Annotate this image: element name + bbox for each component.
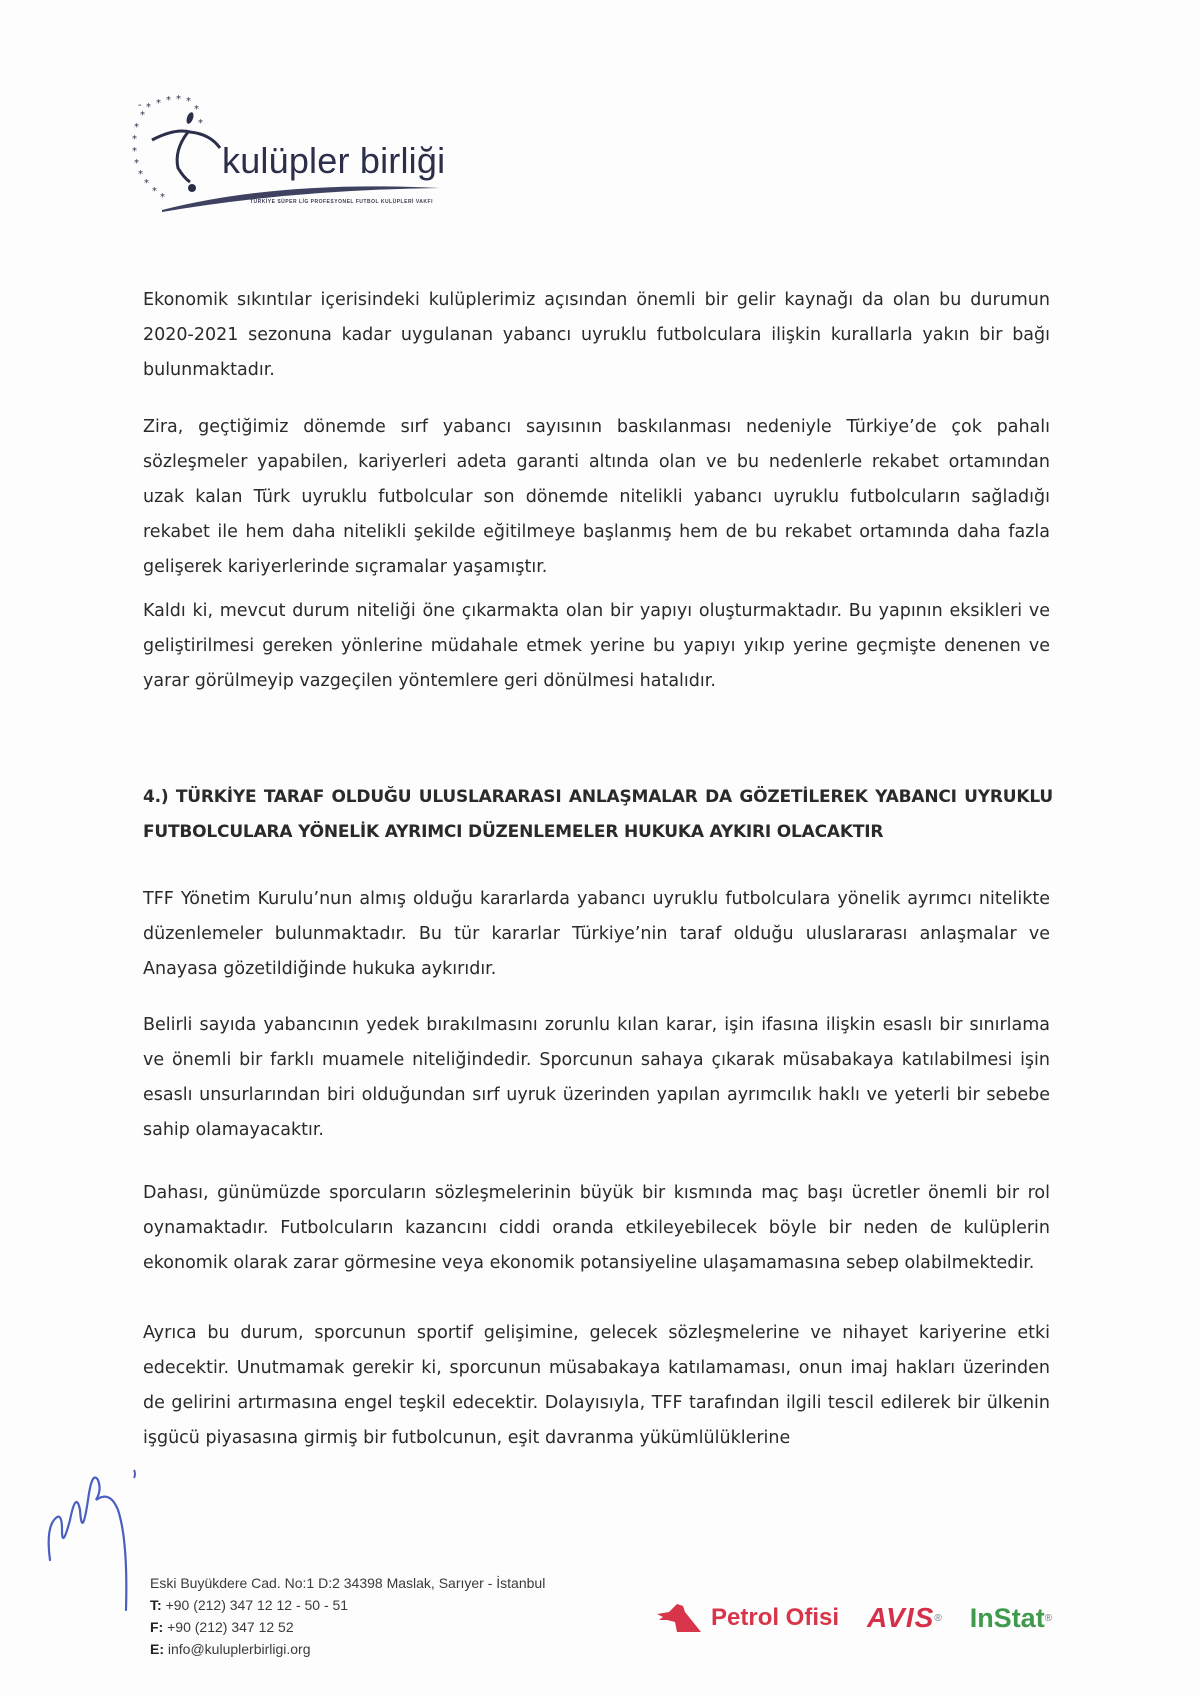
footer-phone: [150, 1594, 545, 1616]
svg-text:*: *: [140, 110, 145, 121]
fax-label: F:: [150, 1619, 164, 1635]
paragraph-1: [143, 283, 1050, 388]
registered-mark: ®: [934, 1612, 942, 1624]
paragraph-2: [143, 410, 1050, 585]
fax-number: +90 (212) 347 12 52: [167, 1619, 294, 1635]
svg-text:*: *: [166, 95, 171, 106]
svg-text:*: *: [152, 186, 157, 197]
paragraph-text: Ekonomik sıkıntılar içerisindeki kulüplerimiz açısından önemli bir gelir kaynağı da olan bu durumun 2020-2021 sezonuna kadar uygulanan yabancı uyruklu futbolculara ilişkin kurallarla yakın bir bağı bulunmaktadır.: [143, 290, 1050, 380]
avis-text: AVIS: [867, 1602, 935, 1633]
section-heading: 4.) TÜRKİYE TARAF OLDUĞU ULUSLARARASI ANLAŞMALAR DA GÖZETİLEREK YABANCI UYRUKLU FUTBOLCULARA YÖNELİK AYRIMCI DÜZENLEMELER HUKUKA AYKIRI OLACAKTIR: [143, 787, 1053, 842]
svg-text:*: *: [132, 146, 137, 157]
phone-label: T:: [150, 1597, 162, 1613]
petrol-ofisi-dog-icon: [655, 1602, 705, 1634]
section-paragraph-3: [143, 1176, 1050, 1281]
svg-text:*: *: [194, 104, 199, 115]
section-paragraph-2: [143, 1008, 1050, 1148]
paragraph-text: Belirli sayıda yabancının yedek bırakılmasını zorunlu kılan karar, işin ifasına ilişkin esaslı bir sınırlama ve önemli bir farklı muamele niteliğindedir. Sporcunun sahaya çıkarak müsabakaya katılabilmesi işin esaslı unsurlarından biri olduğundan sırf uyruk üzerinden yapılan ayrımcılık haklı ve yeterli bir sebebe sahip olamayacaktır.: [143, 1015, 1050, 1140]
svg-text:*: *: [144, 178, 149, 189]
paragraph-text: Kaldı ki, mevcut durum niteliği öne çıkarmakta olan bir yapıyı oluşturmaktadır. Bu yapının eksikleri ve geliştirilmesi gereken yönlerine müdahale etmek yerine bu yapıyı yıkıp yerine geçmişte denenen ve yarar görülmeyip vazgeçilen yöntemlere geri dönülmesi hatalıdır.: [143, 601, 1050, 691]
svg-text:-: -: [138, 100, 142, 111]
svg-text:*: *: [138, 169, 143, 180]
svg-text:*: *: [134, 122, 139, 133]
section-paragraph-1: [143, 882, 1050, 987]
svg-text:*: *: [156, 98, 161, 109]
paragraph-text: Dahası, günümüzde sporcuların sözleşmelerinin büyük bir kısmında maç başı ücretler önemli bir rol oynamaktadır. Futbolcuların kazancını ciddi oranda etkileyebilecek böyle bir neden de kulüplerin ekonomik olarak zarar görmesine veya ekonomik potansiyeline ulaşamamasına sebep olabilmektedir.: [143, 1183, 1050, 1273]
footer-address: Eski Buyükdere Cad. No:1 D:2 34398 Maslak, Sarıyer - İstanbul: [150, 1575, 546, 1591]
svg-text:*: *: [160, 192, 165, 203]
registered-mark: ®: [1044, 1612, 1053, 1624]
handwritten-signature: [40, 1450, 160, 1615]
paragraph-text: Ayrıca bu durum, sporcunun sportif gelişimine, gelecek sözleşmelerine ve nihayet kariyerine etki edecektir. Unutmamak gerekir ki, sporcunun müsabakaya katılamaması, onun imaj hakları üzerinden de gelirini artırmasına engel teşkil edecektir. Dolayısıyla, TFF tarafından ilgili tescil edilerek bir ülkenin işgücü piyasasına girmiş bir futbolcunun, eşit davranma yükümlülüklerine: [143, 1323, 1050, 1448]
instat-text: InStat: [969, 1602, 1045, 1633]
signature-icon: [40, 1450, 160, 1610]
footer-email: [150, 1638, 545, 1660]
footer-fax: [150, 1616, 545, 1638]
petrol-ofisi-text: Petrol Ofisi: [711, 1604, 840, 1631]
svg-text:*: *: [198, 118, 203, 129]
instat-logo: [970, 1603, 1052, 1634]
svg-text:*: *: [186, 96, 191, 107]
phone-number: +90 (212) 347 12 12 - 50 - 51: [165, 1597, 349, 1613]
email-address: info@kuluplerbirligi.org: [167, 1641, 311, 1657]
paragraph-text: TFF Yönetim Kurulu’nun almış olduğu kararlarda yabancı uyruklu futbolculara yönelik ayrımcı nitelikte düzenlemeler bulunmaktadır. Bu tür kararlar Türkiye’nin taraf olduğu uluslararası anlaşmalar ve Anayasa gözetildiğinde hukuka aykırıdır.: [143, 889, 1050, 979]
paragraph-3: [143, 594, 1050, 699]
svg-text:*: *: [132, 134, 137, 145]
kulupler-birligi-logo: [130, 94, 450, 220]
avis-logo: [867, 1602, 942, 1634]
svg-text:*: *: [146, 102, 151, 113]
petrol-ofisi-logo: [655, 1602, 839, 1634]
footer-contact: [150, 1572, 545, 1660]
svg-text:*: *: [134, 158, 139, 169]
sponsor-logos: [655, 1598, 1052, 1638]
svg-text:*: *: [176, 94, 181, 105]
paragraph-text: Zira, geçtiğimiz dönemde sırf yabancı sayısının baskılanması nedeniyle Türkiye’de çok pahalı sözleşmeler yapabilen, kariyerleri adeta garanti altında olan ve bu nedenlerle rekabet ortamından uzak kalan Türk uyruklu futbolcular son dönemde nitelikli yabancı uyruklu futbolcuların sağladığı rekabet ile hem daha nitelikli şekilde eğitilmeye başlanmış hem de bu rekabet ortamında daha fazla gelişerek kariyerlerinde sıçramalar yaşamıştır.: [143, 417, 1050, 577]
logo-subtitle: TÜRKİYE SÜPER LİG PROFESYONEL FUTBOL KULÜPLERİ VAKFI: [250, 199, 433, 205]
logo-title: kulüpler birliği: [222, 140, 446, 181]
email-label: E:: [150, 1641, 164, 1657]
section-paragraph-4: [143, 1316, 1050, 1456]
